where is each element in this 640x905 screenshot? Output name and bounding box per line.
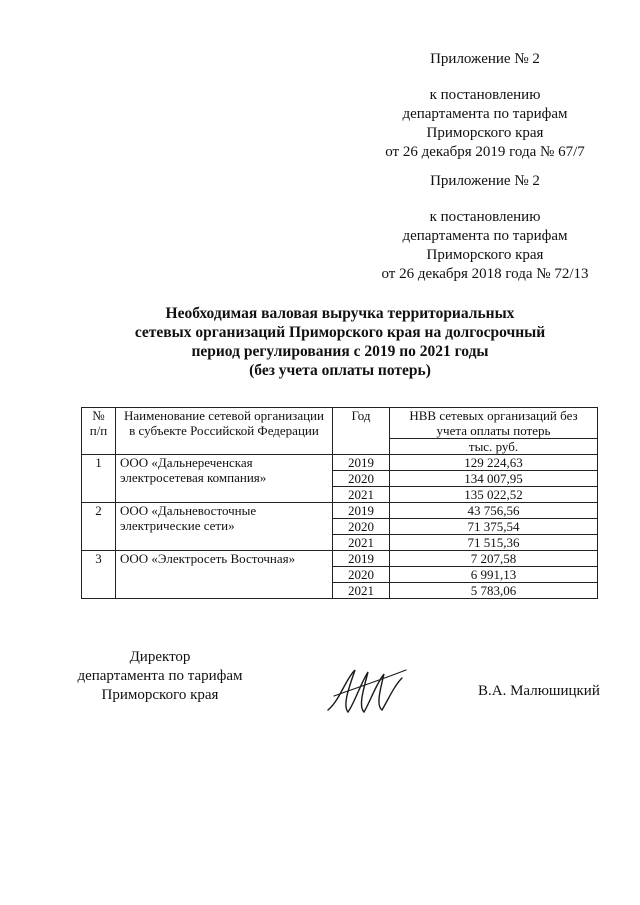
- appendix-line: к постановлению: [429, 209, 541, 225]
- row-organization: ООО «Электросеть Восточная»: [116, 551, 333, 599]
- appendix-line: от 26 декабря 2018 года № 72/13: [381, 266, 589, 282]
- signer-name: В.А. Малюшицкий: [478, 683, 600, 699]
- row-year: 2019: [333, 455, 390, 471]
- appendix-title: Приложение № 2: [430, 173, 540, 189]
- header-unit: тыс. руб.: [390, 439, 598, 455]
- appendix-title: Приложение № 2: [430, 51, 540, 67]
- row-year: 2021: [333, 487, 390, 503]
- row-value: 71 515,36: [390, 535, 598, 551]
- row-organization: ООО «Дальневосточные электрические сети»: [116, 503, 333, 551]
- row-year: 2021: [333, 583, 390, 599]
- row-value: 129 224,63: [390, 455, 598, 471]
- row-organization: ООО «Дальнереченская электросетевая компания»: [116, 455, 333, 503]
- appendix-line: к постановлению: [429, 87, 541, 103]
- row-year: 2020: [333, 519, 390, 535]
- row-value: 7 207,58: [390, 551, 598, 567]
- handwritten-signature-icon: [320, 660, 410, 720]
- appendix-line: Приморского края: [426, 125, 544, 141]
- header-value: НВВ сетевых организаций без учета оплаты потерь: [390, 408, 598, 439]
- appendix-line: департамента по тарифам: [402, 228, 568, 244]
- table-row: [82, 455, 598, 471]
- appendix-current: [370, 50, 600, 162]
- row-value: 135 022,52: [390, 487, 598, 503]
- row-no: 2: [82, 503, 116, 551]
- row-year: 2020: [333, 567, 390, 583]
- revenue-table: [81, 407, 598, 599]
- row-value: 5 783,06: [390, 583, 598, 599]
- row-year: 2019: [333, 551, 390, 567]
- header-name: Наименование сетевой организации в субъекте Российской Федерации: [116, 408, 333, 455]
- appendix-line: департамента по тарифам: [402, 106, 568, 122]
- row-value: 134 007,95: [390, 471, 598, 487]
- signatory-position: [60, 648, 260, 705]
- appendix-previous: [370, 172, 600, 284]
- document-title: [100, 304, 580, 380]
- row-value: 43 756,56: [390, 503, 598, 519]
- table-row: [82, 503, 598, 519]
- title-line: сетевых организаций Приморского края на долгосрочный: [134, 324, 546, 341]
- row-year: 2019: [333, 503, 390, 519]
- row-year: 2020: [333, 471, 390, 487]
- position-line: Приморского края: [101, 687, 219, 703]
- header-year: Год: [333, 408, 390, 455]
- position-line: Директор: [129, 649, 191, 665]
- title-line: Необходимая валовая выручка территориальных: [165, 305, 515, 322]
- table-row: [82, 551, 598, 567]
- title-line: период регулирования с 2019 по 2021 годы: [191, 343, 489, 360]
- row-value: 71 375,54: [390, 519, 598, 535]
- row-no: 1: [82, 455, 116, 503]
- appendix-line: от 26 декабря 2019 года № 67/7: [385, 144, 585, 160]
- row-no: 3: [82, 551, 116, 599]
- position-line: департамента по тарифам: [77, 668, 243, 684]
- row-value: 6 991,13: [390, 567, 598, 583]
- appendix-line: Приморского края: [426, 247, 544, 263]
- row-year: 2021: [333, 535, 390, 551]
- title-line: (без учета оплаты потерь): [249, 362, 431, 379]
- header-no: № п/п: [82, 408, 116, 455]
